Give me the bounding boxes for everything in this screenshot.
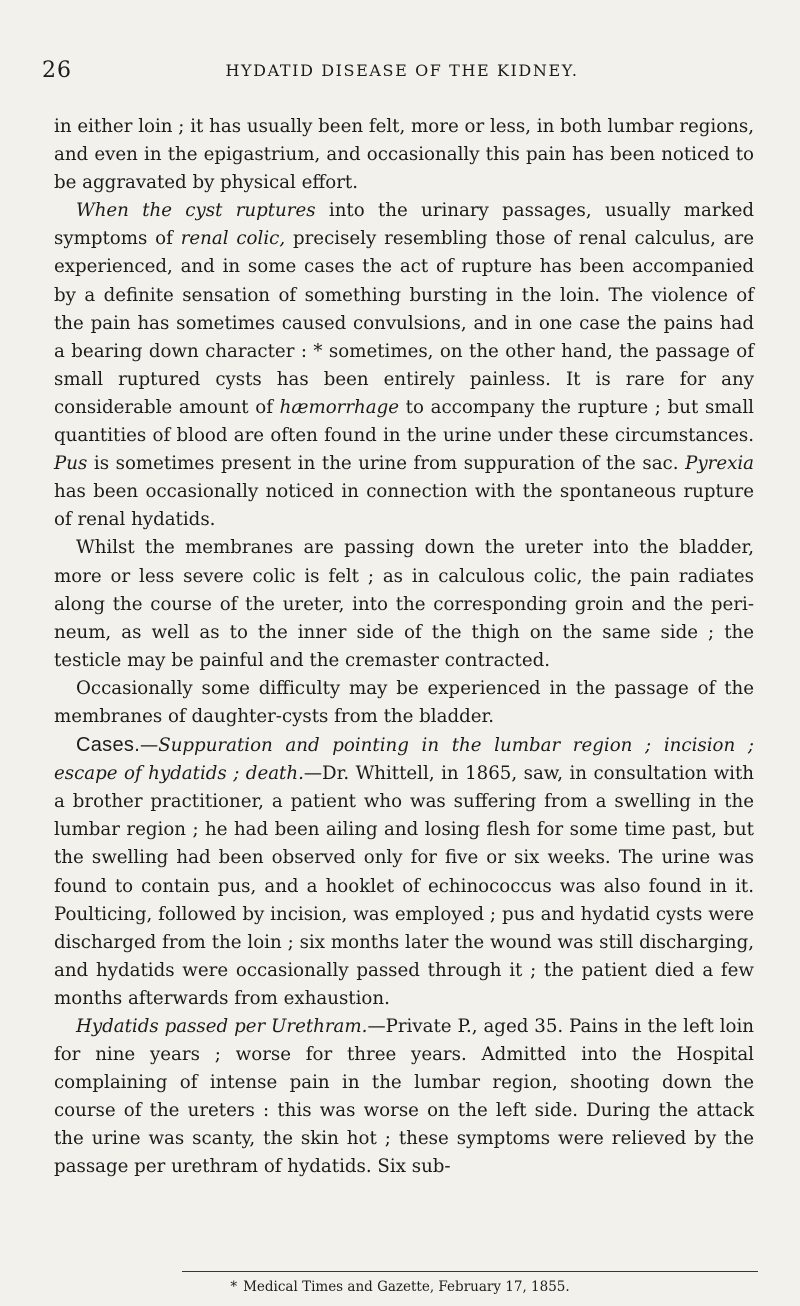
page-number: 26 bbox=[42, 58, 72, 83]
footnote bbox=[0, 1279, 800, 1295]
paragraph-p4 bbox=[54, 675, 754, 731]
text-run: precisely resembling those of renal calculus, are experienced, and in some cases the act of rupture has been accompanied by a definite sensation of something bursting in the loin. The violence of the pain has sometimes caused convulsions, and in one case the pains had a bearing down character : * sometimes, on the other hand, the passage of small ruptured cysts has been entirely painless. It is rare for any considerable amount of bbox=[54, 228, 754, 418]
paragraph-p1 bbox=[54, 113, 754, 197]
italic-phrase: Pyrexia bbox=[685, 453, 754, 475]
paragraph-p3 bbox=[54, 534, 754, 674]
text-run: — bbox=[140, 735, 159, 757]
paragraph-p2 bbox=[54, 197, 754, 534]
paragraph-p5 bbox=[54, 731, 754, 1013]
text-run: to accompany the rupture ; but small quantities of blood are often found in the urine under these circumstances. bbox=[54, 396, 755, 447]
italic-phrase: renal colic, bbox=[180, 228, 286, 250]
footnote-rule bbox=[182, 1271, 758, 1272]
text-run: —Dr. Whittell, in 1865, saw, in consultation with a brother practitioner, a patient who was suffering from a swelling in the lumbar region ; he had been ailing and losing flesh for some time past, but the swelling had been observed only for five or six weeks. The urine was found to contain pus, and a hooklet of echinococcus was also found in it. Poulticing, followed by incision, was employed ; pus and hydatid cysts were discharged from the loin ; six months later the wound was still discharging, and hydatids were occasionally passed through it ; the patient died a few months afterwards from exhaustion. bbox=[54, 763, 754, 1009]
text-run: Occasionally some difficulty may be experienced in the passage of the membranes of daughter-cysts from the bladder. bbox=[54, 677, 754, 727]
paragraph-p6 bbox=[54, 1013, 754, 1182]
text-run: is sometimes present in the urine from suppuration of the sac. bbox=[87, 453, 686, 475]
page-header bbox=[42, 58, 762, 88]
italic-phrase: Hydatids passed per Urethram. bbox=[76, 1016, 368, 1037]
running-title: HYDATID DISEASE OF THE KIDNEY. bbox=[225, 61, 579, 80]
body-text bbox=[54, 113, 754, 1182]
section-heading: Cases. bbox=[76, 734, 141, 757]
text-run: Whilst the membranes are passing down the ureter into the bladder, more or less severe colic is felt ; as in calculous colic, the pain radiates along the course of the ureter, into the corresponding groin and the perineum, as well as to the inner side of the thigh on the same side ; the testicle may be painful and the cremaster contracted. bbox=[54, 537, 754, 671]
text-run: has been occasionally noticed in connection with the spontaneous rupture of renal hydatids. bbox=[54, 481, 754, 531]
footnote-marker: * bbox=[230, 1279, 238, 1295]
text-run: in either loin ; it has usually been felt, more or less, in both lumbar regions, and even in the epigastrium, and occasionally this pain has been noticed to be aggravated by physical effort. bbox=[54, 116, 754, 194]
footnote-text: Medical Times and Gazette, February 17, 1855. bbox=[243, 1279, 570, 1295]
italic-phrase: Pus bbox=[54, 453, 88, 475]
italic-phrase: Suppuration and pointing in the lumbar region ; incision ; escape of hydatids ; death. bbox=[54, 735, 754, 785]
text-run: into the urinary passages, usually marked symptoms of bbox=[54, 200, 754, 250]
text-run: —Private P., aged 35. Pains in the left loin for nine years ; worse for three years. Admitted into the Hospital complaining of intense pain in the lumbar region, shooting down the course of the ureters : this was worse on the left side. During the attack the urine was scanty, the skin hot ; these symptoms were relieved by the passage per urethram of hydatids. Six sub- bbox=[54, 1016, 754, 1178]
italic-phrase: When the cyst ruptures bbox=[76, 200, 316, 222]
italic-phrase: hæmorrhage bbox=[279, 396, 399, 418]
